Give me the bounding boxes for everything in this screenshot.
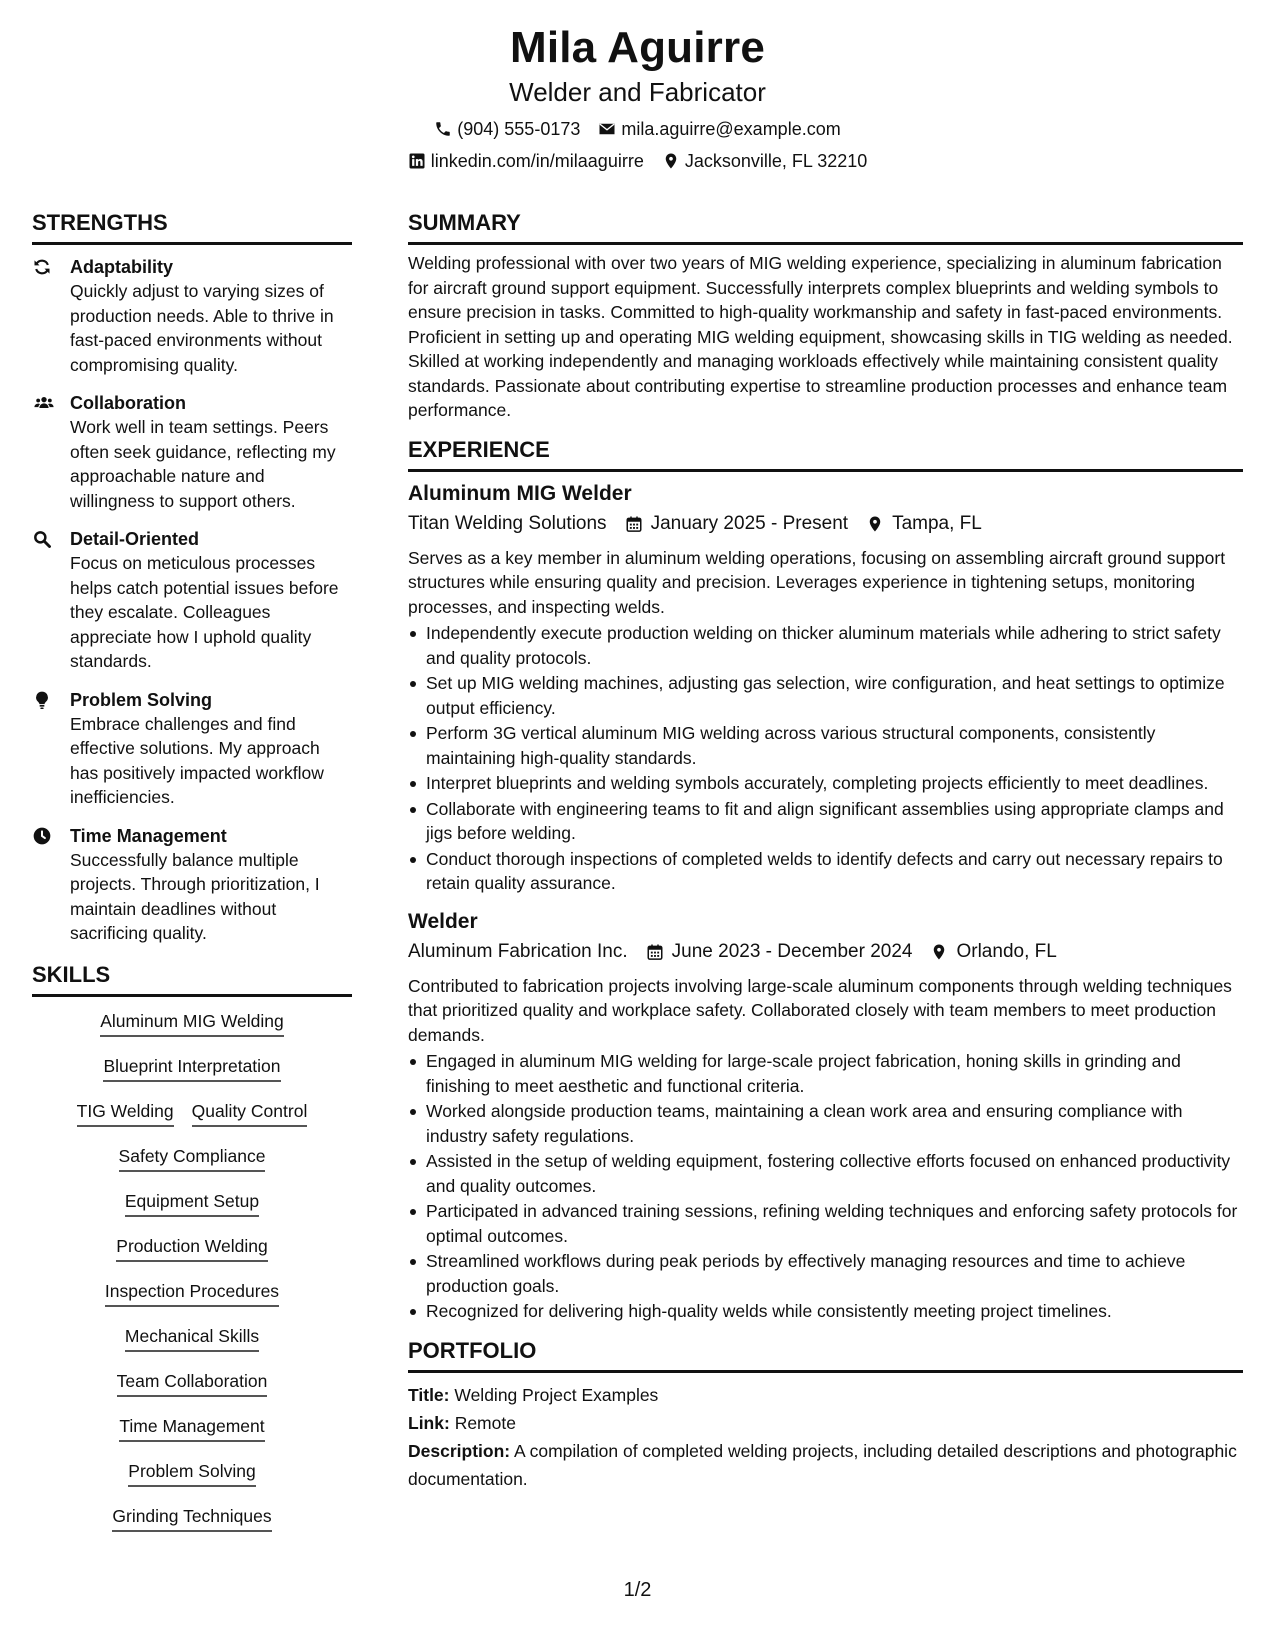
job-dates-text: June 2023 - December 2024: [671, 940, 913, 962]
skills-heading: SKILLS: [32, 962, 352, 997]
skill-tag: Inspection Procedures: [105, 1279, 279, 1307]
portfolio-desc-value: A compilation of completed welding projects, including detailed descriptions and photographic documentation.: [408, 1440, 1237, 1489]
job-location-text: Tampa, FL: [892, 512, 982, 534]
portfolio-title-value: Welding Project Examples: [454, 1384, 659, 1405]
linkedin-link[interactable]: linkedin.com/in/milaaguirre: [430, 151, 644, 171]
job-dates: [625, 510, 849, 538]
skill-tag: Team Collaboration: [117, 1369, 268, 1397]
left-column: [32, 210, 352, 1549]
skills-list: [32, 1009, 352, 1549]
strength-item: [32, 688, 352, 810]
job-description: Serves as a key member in aluminum welding operations, focusing on assembling aircraft ground support structures while ensuring quality and precision. Leverages experience in tightening setups, monitoring processes, and inspecting welds.: [408, 547, 1226, 617]
job-location: [930, 938, 1056, 966]
job-company: [408, 938, 628, 966]
skill-tag: Time Management: [119, 1414, 264, 1442]
bullet-item: Worked alongside production teams, maintaining a clean work area and ensuring compliance with industry safety regulations.: [408, 1099, 1243, 1148]
portfolio-description: [408, 1437, 1243, 1493]
skill-tag: Aluminum MIG Welding: [100, 1009, 284, 1037]
location-text: Jacksonville, FL 32210: [684, 151, 868, 171]
bullet-item: Assisted in the setup of welding equipment, fostering collective efforts focused on enhanced productivity and quality outcomes.: [408, 1149, 1243, 1198]
strength-desc: Quickly adjust to varying sizes of production needs. Able to thrive in fast-paced environments without compromising quality.: [70, 281, 334, 375]
strength-item: [32, 391, 352, 513]
bullet-item: Set up MIG welding machines, adjusting gas selection, wire configuration, and heat settings to optimize output efficiency.: [408, 671, 1243, 720]
bullet-item: Streamlined workflows during peak periods by effectively managing resources and time to achieve production goals.: [408, 1249, 1243, 1298]
job-dates-text: January 2025 - Present: [650, 512, 849, 534]
portfolio-link-value[interactable]: Remote: [454, 1412, 516, 1433]
phone-text: (904) 555-0173: [457, 119, 581, 139]
job-title: Aluminum MIG Welder: [408, 481, 632, 505]
job-description: Contributed to fabrication projects involving large-scale aluminum components through welding techniques that prioritized quality and workplace safety. Collaborated closely with team members to meet production demands.: [408, 975, 1232, 1045]
bullet-item: Engaged in aluminum MIG welding for large-scale project fabrication, honing skills in grinding and finishing to meet aesthetic and functional criteria.: [408, 1049, 1243, 1098]
map-marker-icon: [662, 152, 680, 170]
skill-tag: Equipment Setup: [125, 1189, 259, 1217]
candidate-name: Mila Aguirre: [509, 23, 766, 72]
company-name: Titan Welding Solutions: [408, 512, 607, 534]
skill-tag: Quality Control: [192, 1099, 308, 1127]
strength-desc: Embrace challenges and find effective solutions. My approach has positively impacted workflow inefficiencies.: [70, 713, 324, 807]
strength-title: Collaboration: [70, 393, 186, 413]
strength-item: [32, 255, 352, 377]
job-dates: [646, 938, 913, 966]
contact-email[interactable]: [598, 118, 840, 140]
lightbulb-icon: [32, 690, 52, 710]
portfolio-heading: PORTFOLIO: [408, 1338, 1243, 1373]
search-icon: [32, 529, 52, 549]
job-bullets: [408, 1049, 1243, 1324]
envelope-icon: [598, 120, 616, 138]
skill-tag: Grinding Techniques: [112, 1504, 271, 1532]
strength-item: [32, 824, 352, 946]
users-icon: [32, 393, 56, 413]
contact-location: [662, 150, 867, 172]
calendar-icon: [625, 515, 643, 533]
clock-icon: [32, 826, 52, 846]
right-column: [408, 210, 1243, 1493]
phone-icon: [434, 120, 452, 138]
portfolio-desc-label: Description:: [408, 1440, 511, 1461]
skill-tag: Safety Compliance: [119, 1144, 266, 1172]
page-number: 1/2: [623, 1579, 652, 1601]
bullet-item: Participated in advanced training sessions, refining welding techniques and enforcing safety protocols for optimal outcomes.: [408, 1199, 1243, 1248]
strength-item: [32, 527, 352, 674]
job-entry: [408, 908, 1243, 1324]
linkedin-icon: [408, 152, 426, 170]
bullet-item: Interpret blueprints and welding symbols accurately, completing projects efficiently to meet deadlines.: [408, 771, 1243, 796]
strength-desc: Work well in team settings. Peers often seek guidance, reflecting my approachable nature and willingness to support others.: [70, 417, 336, 511]
strengths-heading: STRENGTHS: [32, 210, 352, 245]
experience-heading: EXPERIENCE: [408, 437, 1243, 472]
job-title: Welder: [408, 909, 478, 933]
skill-tag: TIG Welding: [77, 1099, 174, 1127]
strength-desc: Successfully balance multiple projects. Through prioritization, I maintain deadlines without sacrificing quality.: [70, 849, 320, 943]
portfolio-link: [408, 1409, 1243, 1437]
contact-phone: [434, 118, 580, 140]
strength-title: Problem Solving: [70, 689, 213, 710]
job-entry: [408, 480, 1243, 896]
skill-tag: Problem Solving: [128, 1459, 255, 1487]
contact-linkedin[interactable]: [408, 150, 644, 172]
map-marker-icon: [930, 943, 948, 961]
bullet-item: Recognized for delivering high-quality welds while consistently meeting project timelines.: [408, 1299, 1243, 1324]
portfolio-title-label: Title:: [408, 1384, 450, 1405]
strength-title: Time Management: [70, 825, 227, 846]
bullet-item: Conduct thorough inspections of completed welds to identify defects and carry out necessary repairs to retain quality assurance.: [408, 847, 1243, 896]
job-location-text: Orlando, FL: [956, 940, 1057, 962]
strength-desc: Focus on meticulous processes helps catch potential issues before they escalate. Colleagues appreciate how I uphold quality standards.: [70, 553, 339, 671]
map-marker-icon: [866, 515, 884, 533]
calendar-icon: [646, 943, 664, 961]
skill-tag: Blueprint Interpretation: [103, 1054, 280, 1082]
candidate-title: Welder and Fabricator: [509, 77, 766, 107]
portfolio-link-label: Link:: [408, 1412, 450, 1433]
job-company: [408, 510, 607, 538]
company-name: Aluminum Fabrication Inc.: [408, 940, 628, 962]
resume-header: [0, 22, 1275, 172]
skill-tag: Production Welding: [116, 1234, 267, 1262]
strengths-list: [32, 255, 352, 946]
sync-icon: [32, 257, 52, 277]
email-link[interactable]: mila.aguirre@example.com: [621, 119, 841, 139]
bullet-item: Independently execute production welding on thicker aluminum materials while adhering to strict safety and quality protocols.: [408, 621, 1243, 670]
portfolio-title: [408, 1381, 1243, 1409]
strength-title: Detail-Oriented: [70, 529, 200, 549]
summary-text: Welding professional with over two years of MIG welding experience, specializing in aluminum fabrication for aircraft ground support equipment. Successfully interprets complex blueprints and welding symbols to ensure precision in tasks. Committed to high-quality workmanship and safety in fast-paced environments. Proficient in setting up and operating MIG welding equipment, showcasing skills in TIG welding as needed. Skilled at working independently and managing workloads effectively while maintaining consistent quality standards. Passionate about contributing expertise to streamline production processes and enhance team performance.: [408, 253, 1233, 420]
job-bullets: [408, 621, 1243, 896]
job-location: [866, 510, 982, 538]
bullet-item: Perform 3G vertical aluminum MIG welding across various structural components, consistently maintaining high-quality standards.: [408, 721, 1243, 770]
summary-heading: SUMMARY: [408, 210, 1243, 245]
bullet-item: Collaborate with engineering teams to fit and align significant assemblies using appropriate clamps and jigs before welding.: [408, 797, 1243, 846]
skill-tag: Mechanical Skills: [125, 1324, 259, 1352]
strength-title: Adaptability: [70, 257, 174, 277]
